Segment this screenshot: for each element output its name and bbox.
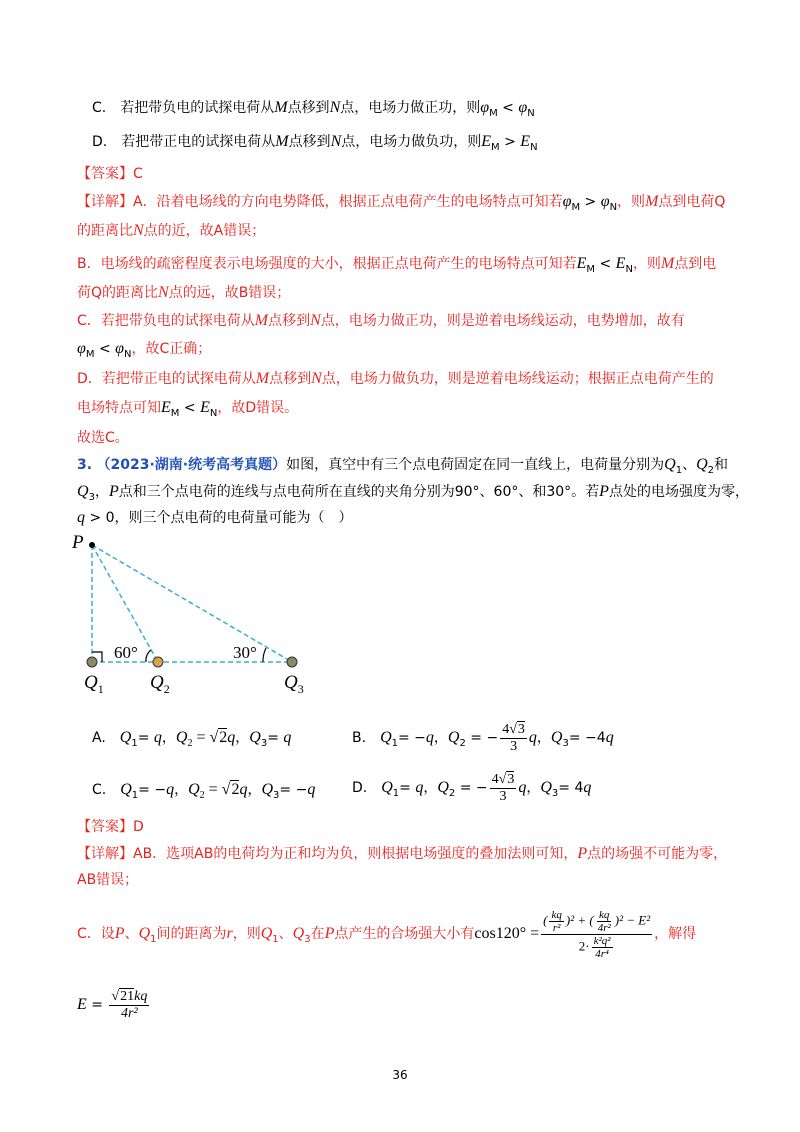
charge-q2 [153, 657, 163, 667]
detail-prev-7: D．若把带正电的试探电荷从M点移到N点，电场力做负功，则是逆着电场线运动；根据正点电荷产生的 [77, 370, 714, 387]
question-3-stem-line2: $Q_3$，P点和三个点电荷的连线与点电荷所在直线的夹角分别为90°、60°、和30°。若P点处的电场强度为零， [77, 483, 749, 503]
detail-prev-4: 荷Q的距离比N点的远，故B错误； [77, 284, 291, 301]
answer-prev: 【答案】C [77, 166, 143, 182]
option-c-prev: C. 若把带负电的试探电荷从M点移到N点，电场力做正功，则$\varphi_M < \varphi_N$ [92, 99, 535, 119]
question-3-stem-line3: q > 0，则三个点电荷的电荷量可能为（ ） [77, 509, 353, 526]
label-60: 60° [114, 643, 138, 662]
label-q1: $Q_1$ [84, 672, 104, 696]
question-source: （2023·湖南·统考高考真题） [96, 457, 287, 473]
point-p [89, 542, 95, 548]
option-a[interactable]: A. $Q_1= q$，$Q_2 = √2q$，$Q_3= q$ [92, 729, 292, 749]
detail-prev-2: 的距离比N点的近，故A错误； [77, 222, 266, 239]
charge-diagram [70, 530, 330, 700]
label-q3: $Q_3$ [284, 672, 304, 696]
detail-q3-1: 【详解】AB．选项AB的电荷均为正和均为负，则根据电场强度的叠加法则可知，P点的场强不可能为零， [77, 845, 728, 862]
detail-q3-3: C．设P、$Q_1$间的距离为r，则$Q_1$、$Q_3$在P点产生的合场强大小有cos120° = ( $\frac{kq}{\text{r²}}$ )² + ( $\frac{kq}{\text{4r²}}$ )² − E² 2· $\frac{\text{k²q²}}{\text{4r⁴}}$ ，解得 [77, 908, 697, 960]
detail-q3-2: AB错误； [77, 872, 139, 888]
detail-prev-8: 电场特点可知$E_M < E_N$，故D错误。 [77, 399, 299, 419]
page-number: 36 [392, 1068, 408, 1082]
detail-prev-5: C．若把带负电的试探电荷从M点移到N点，电场力做正功，则是逆着电场线运动，电势增加，故有 [77, 312, 685, 329]
label-30: 30° [233, 643, 257, 662]
option-c[interactable]: C. $Q_1= -q$，$Q_2 = √2q$，$Q_3= -q$ [92, 781, 316, 801]
detail-prev-3: B．电场线的疏密程度表示电场强度的大小，根据正点电荷产生的电场特点可知若$E_M < E_N$，则M点到电 [77, 255, 717, 275]
label-q2: $Q_2$ [150, 672, 170, 696]
option-b[interactable]: B. $Q_1= -q$，$Q_2$ = − $\frac{4√3}{3}$ q，$Q_3= -4q$ [352, 721, 614, 754]
angle-60-arc [146, 650, 151, 662]
label-p: P [72, 532, 84, 553]
option-d-prev: D. 若把带正电的试探电荷从M点移到N点，电场力做负功，则$E_M > E_N$ [92, 133, 538, 153]
answer-q3: 【答案】D [77, 819, 144, 835]
question-3-stem-line1: 3. （2023·湖南·统考高考真题）如图，真空中有三个点电荷固定在同一直线上，电荷量分别为$Q_1$、$Q_2$和 [77, 456, 728, 476]
charge-q3 [287, 657, 297, 667]
result-formula: E = $\frac{√21kq}{\text{4r²}}$ [77, 988, 148, 1021]
conclusion-prev: 故选C。 [77, 430, 129, 446]
question-number: 3. [77, 457, 93, 473]
detail-prev-6: $\varphi_M < \varphi_N$，故C正确； [77, 340, 212, 360]
charge-q1 [87, 657, 97, 667]
detail-prev-1: 【详解】A．沿着电场线的方向电势降低，根据正点电荷产生的电场特点可知若$\varphi_M > \varphi_N$，则M点到电荷Q [77, 193, 726, 213]
option-d[interactable]: D. $Q_1= q$，$Q_2$ = − $\frac{4√3}{3}$ q，$Q_3= 4q$ [352, 771, 592, 804]
angle-30-arc [263, 648, 266, 662]
